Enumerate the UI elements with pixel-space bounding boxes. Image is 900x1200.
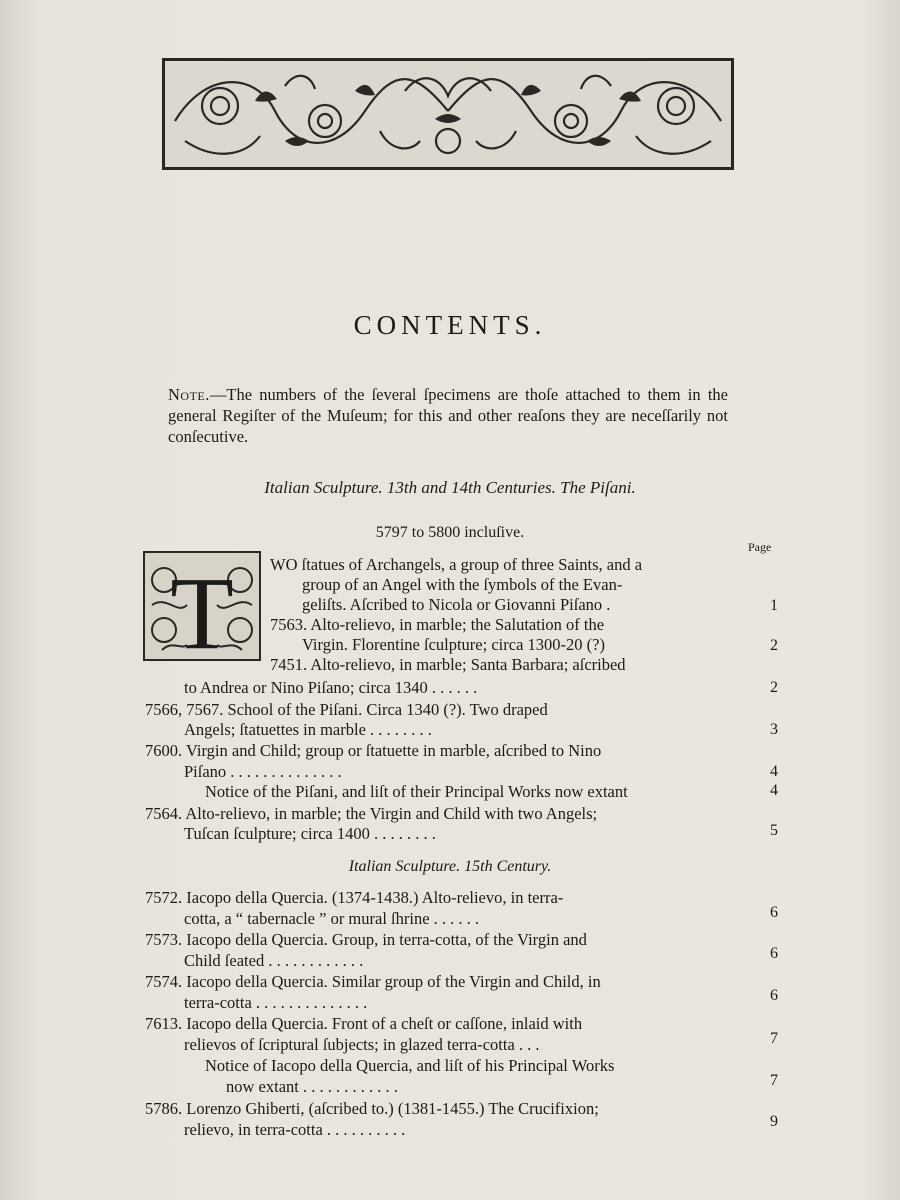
entry-line: 7573. Iacopo della Quercia. Group, in terra-cotta, of the Virgin and	[145, 930, 587, 949]
entry-line: 7574. Iacopo della Quercia. Similar group of the Virgin and Child, in	[145, 972, 601, 991]
page-number: 2	[770, 679, 778, 696]
entry-line: geliſts. Aſcribed to Nicola or Giovanni Piſano .	[302, 595, 611, 614]
entry-line: Tuſcan ſculpture; circa 1400 . . . . . . . .	[184, 824, 436, 843]
entry-line: cotta, a “ tabernacle ” or mural ſhrine . . . . . .	[184, 909, 480, 928]
page-number: 1	[770, 597, 778, 614]
page-number: 7	[770, 1030, 778, 1047]
entry-line: 7566, 7567. School of the Piſani. Circa 1340 (?). Two draped	[145, 700, 548, 719]
page-number: 4	[770, 782, 778, 799]
entry-line: 7564. Alto-relievo, in marble; the Virgin and Child with two Angels;	[145, 804, 598, 823]
page-number: 6	[770, 904, 778, 921]
entry-line: relievo, in terra-cotta . . . . . . . . . .	[184, 1120, 406, 1139]
page-number: 6	[770, 945, 778, 962]
entry-line: Child ſeated . . . . . . . . . . . .	[184, 951, 364, 970]
page-number: 7	[770, 1072, 778, 1089]
decorated-initial	[142, 550, 262, 662]
editorial-note	[168, 384, 728, 447]
entry-line: 7572. Iacopo della Quercia. (1374-1438.) Alto-relievo, in terra-	[145, 888, 564, 907]
entry-line: 5786. Lorenzo Ghiberti, (aſcribed to.) (1381-1455.) The Crucifixion;	[145, 1099, 599, 1118]
page-column-label: Page	[748, 540, 772, 554]
entry-line: Notice of Iacopo della Quercia, and liſt of his Principal Works	[205, 1056, 615, 1075]
specimen-range: 5797 to 5800 incluſive.	[375, 524, 525, 541]
entry-line: relievos of ſcriptural ſubjects; in glazed terra-cotta . . .	[184, 1035, 540, 1054]
page-number: 6	[770, 987, 778, 1004]
entry-line: Angels; ſtatuettes in marble . . . . . . . .	[184, 720, 432, 739]
entry-line: terra-cotta . . . . . . . . . . . . . .	[184, 993, 368, 1012]
entry-line: Virgin. Florentine ſculpture; circa 1300-20 (?)	[302, 635, 605, 654]
page-number: 3	[770, 721, 778, 738]
entry-line: Piſano . . . . . . . . . . . . . .	[184, 762, 342, 781]
entry-line: 7451. Alto-relievo, in marble; Santa Barbara; aſcribed	[270, 655, 626, 674]
page-title: CONTENTS.	[353, 310, 547, 340]
initial-t-icon	[142, 550, 262, 662]
ornamental-headpiece	[162, 58, 734, 170]
section-heading: Italian Sculpture. 13th and 14th Centuries. The Piſani.	[264, 478, 636, 497]
section-heading: Italian Sculpture. 15th Century.	[348, 858, 552, 875]
note-label: Note.	[168, 385, 210, 404]
entry-line: now extant . . . . . . . . . . . .	[226, 1077, 398, 1096]
entry-line: WO ſtatues of Archangels, a group of three Saints, and a	[270, 555, 643, 574]
entry-line: to Andrea or Nino Piſano; circa 1340 . . . . . .	[184, 678, 478, 697]
entry-line: group of an Angel with the ſymbols of the Evan-	[302, 575, 623, 594]
entry-line: Notice of the Piſani, and liſt of their Principal Works now extant	[205, 782, 628, 801]
page-number: 5	[770, 822, 778, 839]
acanthus-scroll-icon	[165, 61, 731, 167]
note-text: —The numbers of the ſeveral ſpecimens are thoſe attached to them in the general Regiſter of the Muſeum; for this and other reaſons they are neceſſarily not conſecutive.	[168, 385, 728, 446]
entry-line: 7563. Alto-relievo, in marble; the Salutation of the	[270, 615, 605, 634]
page-number: 9	[770, 1113, 778, 1130]
page-number: 2	[770, 637, 778, 654]
entry-line: 7613. Iacopo della Quercia. Front of a cheſt or caſſone, inlaid with	[145, 1014, 583, 1033]
dropcap-letter: T	[170, 556, 234, 662]
page-number: 4	[770, 763, 778, 780]
entry-line: 7600. Virgin and Child; group or ſtatuette in marble, aſcribed to Nino	[145, 741, 602, 760]
